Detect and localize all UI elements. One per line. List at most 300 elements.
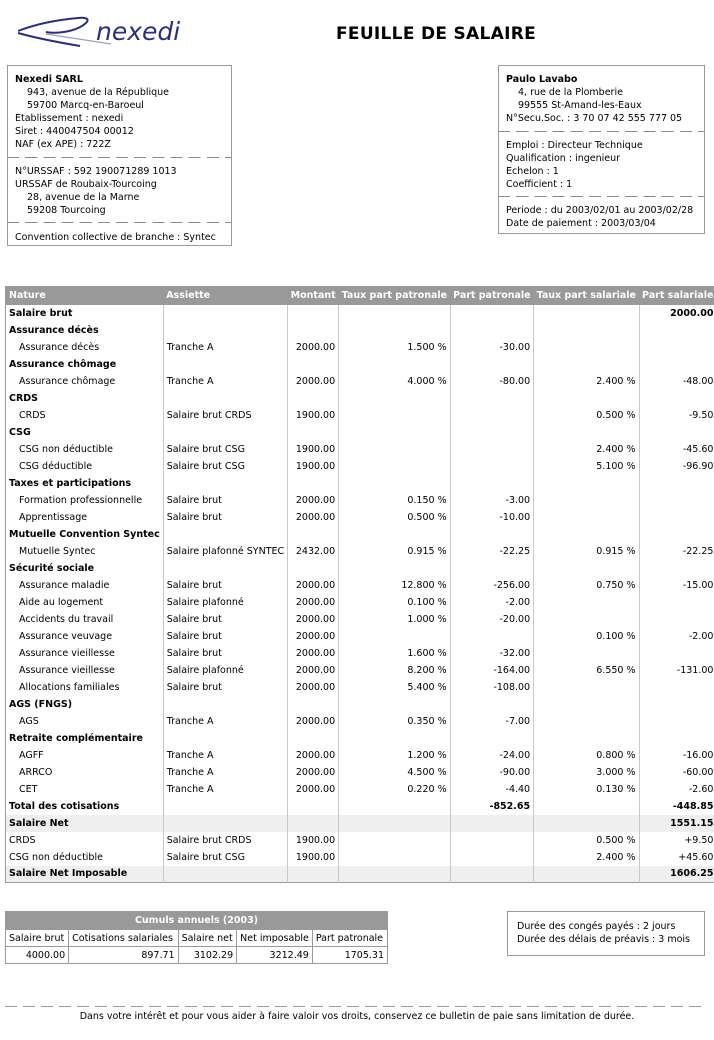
table-cell: Salaire brut CSG (163, 441, 287, 458)
table-cell: 1.000 % (339, 611, 450, 628)
table-cell: Salaire brut (9, 307, 73, 319)
table-cell: 2.400 % (534, 373, 639, 390)
table-cell (534, 679, 639, 696)
table-cell: 0.915 % (534, 543, 639, 560)
table-cell: Tranche A (163, 373, 287, 390)
table-row (6, 305, 714, 322)
table-row (6, 475, 714, 492)
table-cell: 1.600 % (339, 645, 450, 662)
cumuls-header-net-imposable: Net imposable (237, 930, 313, 947)
table-cell: Salaire brut CSG (163, 849, 287, 866)
table-cell: CSG non déductible (9, 851, 103, 863)
table-row (6, 373, 714, 390)
table-cell: CRDS (9, 834, 36, 846)
table-row (6, 458, 714, 475)
table-cell: Tranche A (163, 764, 287, 781)
table-cell (639, 696, 714, 713)
table-cell: 2000.00 (288, 781, 339, 798)
table-cell: 12.800 % (339, 577, 450, 594)
table-cell: 2000.00 (288, 645, 339, 662)
table-cell (288, 730, 339, 747)
table-cell (450, 407, 534, 424)
table-cell: Salaire brut (163, 679, 287, 696)
table-cell (339, 526, 450, 543)
table-row (6, 947, 388, 964)
table-cell: 0.750 % (534, 577, 639, 594)
table-cell (534, 798, 639, 815)
table-cell (450, 849, 534, 866)
column-header-part-patronale: Part patronale (450, 287, 534, 305)
cumuls-title: Cumuls annuels (2003) (6, 912, 388, 930)
table-cell: Tranche A (163, 781, 287, 798)
table-cell (639, 560, 714, 577)
table-cell: Assurance chômage (19, 375, 116, 387)
nexedi-logo (16, 14, 201, 50)
table-cell (450, 832, 534, 849)
employee-address-1: 4, rue de la Plomberie (518, 87, 623, 98)
table-row (6, 339, 714, 356)
table-cell: Assurance décès (9, 324, 99, 336)
table-cell (534, 509, 639, 526)
cotisations-body (6, 305, 714, 883)
table-cell (163, 526, 287, 543)
table-cell (639, 339, 714, 356)
table-cell: CRDS (9, 392, 39, 404)
cumuls-net-imposable: 3212.49 (237, 947, 313, 964)
table-cell (639, 356, 714, 373)
table-cell: Salaire plafonné (163, 662, 287, 679)
logo-swoosh-icon (16, 14, 201, 50)
table-cell (450, 696, 534, 713)
table-cell (339, 815, 450, 832)
employer-establishment: Etablissement : nexedi (15, 113, 124, 124)
table-cell (534, 339, 639, 356)
table-cell: Assurance vieillesse (19, 664, 115, 676)
table-cell: 1551.15 (639, 815, 714, 832)
table-cell: Mutuelle Convention Syntec (9, 528, 160, 540)
table-cell: 2000.00 (288, 339, 339, 356)
table-cell: -15.00 (639, 577, 714, 594)
employer-siret: Siret : 440047504 00012 (15, 126, 134, 137)
conges-box (507, 911, 705, 956)
table-cell: 0.800 % (534, 747, 639, 764)
table-cell (288, 526, 339, 543)
table-cell (534, 815, 639, 832)
table-cell: 2000.00 (288, 594, 339, 611)
table-cell (534, 696, 639, 713)
table-cell (639, 509, 714, 526)
table-cell: CET (19, 783, 38, 795)
table-cell: -131.00 (639, 662, 714, 679)
cumuls-salaire-brut: 4000.00 (25, 949, 66, 961)
table-cell: Salaire brut CRDS (163, 407, 287, 424)
table-cell: -9.50 (639, 407, 714, 424)
table-cell (288, 798, 339, 815)
table-cell: Mutuelle Syntec (19, 545, 96, 557)
cumuls-header-cotisations: Cotisations salariales (69, 930, 178, 947)
table-cell: Formation professionnelle (19, 494, 143, 506)
table-cell (534, 492, 639, 509)
table-cell: 1900.00 (288, 458, 339, 475)
employee-box (498, 65, 705, 234)
table-cell: 3.000 % (534, 764, 639, 781)
table-cell (450, 356, 534, 373)
table-cell (163, 730, 287, 747)
table-cell (339, 832, 450, 849)
table-cell (339, 475, 450, 492)
table-cell (639, 475, 714, 492)
table-row (6, 747, 714, 764)
table-row (6, 696, 714, 713)
table-cell: -22.25 (450, 543, 534, 560)
table-cell (163, 305, 287, 322)
table-cell: 2000.00 (288, 373, 339, 390)
table-cell: 0.500 % (339, 509, 450, 526)
table-cell (450, 305, 534, 322)
table-row (6, 424, 714, 441)
table-cell: 2000.00 (288, 492, 339, 509)
table-cell: -90.00 (450, 764, 534, 781)
table-cell (339, 390, 450, 407)
table-cell (339, 458, 450, 475)
footer-note: Dans votre intérêt et pour vous aider à faire valoir vos droits, conservez ce bulletin de paie sans limitation de durée. (79, 1011, 635, 1022)
table-cell: CSG (9, 426, 31, 438)
employer-naf: NAF (ex APE) : 722Z (15, 139, 111, 150)
table-cell: Salaire plafonné (163, 594, 287, 611)
table-row (6, 594, 714, 611)
table-cell: 2000.00 (288, 747, 339, 764)
table-row (6, 390, 714, 407)
table-cell (163, 322, 287, 339)
table-cell (534, 645, 639, 662)
table-cell (639, 730, 714, 747)
table-cell: -4.40 (450, 781, 534, 798)
table-cell: 5.100 % (534, 458, 639, 475)
table-cell: 5.400 % (339, 679, 450, 696)
table-cell: -60.00 (639, 764, 714, 781)
table-cell: Salaire brut (163, 628, 287, 645)
employee-emploi: Emploi : Directeur Technique (506, 140, 643, 151)
table-cell (339, 356, 450, 373)
table-cell: AGFF (19, 749, 44, 761)
convention: Convention collective de branche : Syntec (15, 232, 216, 243)
table-cell: Tranche A (163, 713, 287, 730)
table-cell: -80.00 (450, 373, 534, 390)
table-cell (534, 594, 639, 611)
table-row (6, 764, 714, 781)
table-cell: 1900.00 (288, 441, 339, 458)
table-row (6, 730, 714, 747)
table-row (6, 679, 714, 696)
table-cell: 1.200 % (339, 747, 450, 764)
table-cell: Assurance veuvage (19, 630, 113, 642)
table-cell: -16.00 (639, 747, 714, 764)
table-cell: 1900.00 (288, 407, 339, 424)
employee-periode: Periode : du 2003/02/01 au 2003/02/28 (506, 205, 694, 216)
urssaf-address-2: 59208 Tourcoing (27, 205, 106, 216)
table-cell (339, 696, 450, 713)
table-cell (534, 560, 639, 577)
table-cell: Salaire brut (163, 577, 287, 594)
table-cell: 2000.00 (288, 764, 339, 781)
table-cell (639, 594, 714, 611)
cumuls-table (5, 911, 388, 964)
table-header-row (6, 287, 714, 305)
table-cell (534, 866, 639, 883)
column-header-taux-patronale: Taux part patronale (339, 287, 450, 305)
table-cell (339, 730, 450, 747)
employee-qualification: Qualification : ingenieur (506, 153, 621, 164)
svg-text:nexedi: nexedi (96, 17, 181, 46)
cumuls-cotisations: 897.71 (69, 947, 178, 964)
table-row (6, 356, 714, 373)
table-cell: 0.100 % (339, 594, 450, 611)
table-cell: 0.915 % (339, 543, 450, 560)
table-cell (534, 424, 639, 441)
cotisations-table (5, 286, 714, 883)
table-cell: 1606.25 (639, 866, 714, 883)
table-cell (339, 628, 450, 645)
table-cell (450, 441, 534, 458)
table-cell: -45.60 (639, 441, 714, 458)
table-row (6, 611, 714, 628)
table-cell: Aide au logement (19, 596, 104, 608)
employer-address-2: 59700 Marcq-en-Baroeul (27, 100, 144, 111)
table-cell (339, 866, 450, 883)
table-cell: 0.500 % (534, 832, 639, 849)
table-cell (288, 322, 339, 339)
table-cell: Salaire brut (163, 645, 287, 662)
table-row (6, 492, 714, 509)
table-cell (163, 356, 287, 373)
table-cell: Salaire brut CSG (163, 458, 287, 475)
table-cell (163, 424, 287, 441)
table-cell (639, 390, 714, 407)
table-cell: -2.60 (639, 781, 714, 798)
table-cell: 0.150 % (339, 492, 450, 509)
employee-paiement: Date de paiement : 2003/03/04 (506, 218, 656, 229)
table-cell (339, 322, 450, 339)
cumuls-salaire-net: 3102.29 (178, 947, 237, 964)
table-cell (450, 424, 534, 441)
table-cell: -108.00 (450, 679, 534, 696)
table-cell: Assurance décès (19, 341, 100, 353)
table-cell (534, 730, 639, 747)
table-cell: 6.550 % (534, 662, 639, 679)
table-cell: 2000.00 (288, 679, 339, 696)
employer-name: Nexedi SARL (15, 74, 83, 85)
table-cell (288, 356, 339, 373)
table-cell (163, 696, 287, 713)
table-cell: 1900.00 (288, 832, 339, 849)
table-cell: -48.00 (639, 373, 714, 390)
table-cell: 2432.00 (288, 543, 339, 560)
table-cell: 1.500 % (339, 339, 450, 356)
table-cell (450, 322, 534, 339)
table-cell: -2.00 (450, 594, 534, 611)
table-row (6, 407, 714, 424)
footer-divider (5, 1006, 705, 1007)
table-cell (339, 424, 450, 441)
table-cell: AGS (19, 715, 39, 727)
table-cell (288, 696, 339, 713)
table-row (6, 526, 714, 543)
employer-address-1: 943, avenue de la République (27, 87, 170, 98)
table-cell: 2000.00 (288, 577, 339, 594)
table-row (6, 832, 714, 849)
table-cell (450, 628, 534, 645)
table-row (6, 628, 714, 645)
table-cell (163, 390, 287, 407)
table-cell (639, 526, 714, 543)
urssaf-name: URSSAF de Roubaix-Tourcoing (15, 179, 157, 190)
table-cell (450, 458, 534, 475)
table-cell (339, 560, 450, 577)
table-cell: CSG déductible (19, 460, 93, 472)
table-row (6, 849, 714, 866)
table-row (6, 577, 714, 594)
cumuls-header-part-patronale: Part patronale (312, 930, 387, 947)
table-cell (163, 475, 287, 492)
table-row (6, 662, 714, 679)
table-cell (288, 815, 339, 832)
employer-box (7, 65, 232, 246)
table-cell: Allocations familiales (19, 681, 120, 693)
table-row (6, 645, 714, 662)
table-cell: 4.500 % (339, 764, 450, 781)
table-cell (288, 390, 339, 407)
table-cell (288, 305, 339, 322)
table-cell: 0.500 % (534, 407, 639, 424)
table-cell (450, 730, 534, 747)
table-cell: Salaire brut (163, 611, 287, 628)
table-cell (288, 866, 339, 883)
column-header-part-salariale: Part salariale (639, 287, 714, 305)
table-row (6, 713, 714, 730)
table-cell (450, 866, 534, 883)
table-cell (639, 322, 714, 339)
table-cell: Assurance maladie (19, 579, 110, 591)
table-cell (450, 390, 534, 407)
table-cell: 0.130 % (534, 781, 639, 798)
table-cell (450, 560, 534, 577)
table-cell (288, 475, 339, 492)
table-row (6, 866, 714, 883)
table-cell (339, 407, 450, 424)
table-cell: AGS (FNGS) (9, 698, 73, 710)
table-cell: 2.400 % (534, 441, 639, 458)
delais-preavis: Durée des délais de préavis : 3 mois (517, 934, 690, 945)
table-cell: 2000.00 (288, 611, 339, 628)
table-cell: Salaire plafonné SYNTEC (163, 543, 287, 560)
urssaf-address-1: 28, avenue de la Marne (27, 192, 140, 203)
table-cell: -30.00 (450, 339, 534, 356)
table-cell (639, 424, 714, 441)
table-row (6, 509, 714, 526)
table-cell: CSG non déductible (19, 443, 113, 455)
table-cell (339, 305, 450, 322)
table-cell (639, 492, 714, 509)
table-cell (163, 560, 287, 577)
table-cell: Total des cotisations (9, 800, 120, 812)
table-cell: 2000.00 (288, 509, 339, 526)
table-cell: -2.00 (639, 628, 714, 645)
table-cell (339, 798, 450, 815)
table-cell (639, 611, 714, 628)
table-cell (534, 713, 639, 730)
table-cell: 0.100 % (534, 628, 639, 645)
table-cell: Salaire Net Imposable (6, 866, 164, 883)
table-cell: 0.220 % (339, 781, 450, 798)
table-row (6, 322, 714, 339)
cumuls-part-patronale: 1705.31 (312, 947, 387, 964)
table-cell: Tranche A (163, 747, 287, 764)
table-cell (534, 475, 639, 492)
table-cell: -3.00 (450, 492, 534, 509)
table-cell (534, 322, 639, 339)
employee-echelon: Echelon : 1 (506, 166, 559, 177)
table-cell: Accidents du travail (19, 613, 114, 625)
column-header-nature: Nature (6, 287, 164, 305)
column-header-taux-salariale: Taux part salariale (534, 287, 639, 305)
table-cell: -448.85 (639, 798, 714, 815)
table-cell: -32.00 (450, 645, 534, 662)
table-cell: 2000.00 (288, 628, 339, 645)
table-row (6, 798, 714, 815)
table-cell: -24.00 (450, 747, 534, 764)
table-cell (163, 815, 287, 832)
table-cell (450, 815, 534, 832)
table-cell (450, 475, 534, 492)
cumuls-header-salaire-net: Salaire net (178, 930, 237, 947)
employee-coefficient: Coefficient : 1 (506, 179, 573, 190)
table-cell (534, 356, 639, 373)
table-row (6, 543, 714, 560)
table-cell: 2.400 % (534, 849, 639, 866)
table-cell: Tranche A (163, 339, 287, 356)
table-cell: Salaire brut (163, 492, 287, 509)
cumuls-header-salaire-brut: Salaire brut (6, 930, 69, 947)
table-cell: 1900.00 (288, 849, 339, 866)
table-cell (163, 866, 287, 883)
table-cell: CRDS (19, 409, 46, 421)
table-row (6, 815, 714, 832)
table-row (6, 560, 714, 577)
employee-secu: N°Secu.Soc. : 3 70 07 42 555 777 05 (506, 113, 683, 124)
employee-address-2: 99555 St-Amand-les-Eaux (518, 100, 642, 111)
table-cell (534, 611, 639, 628)
table-cell: -164.00 (450, 662, 534, 679)
table-cell: +45.60 (639, 849, 714, 866)
table-cell: -96.90 (639, 458, 714, 475)
table-cell: Sécurité sociale (9, 562, 95, 574)
table-cell: -7.00 (450, 713, 534, 730)
table-cell (450, 526, 534, 543)
table-cell: ARRCO (19, 766, 53, 778)
table-cell: 0.350 % (339, 713, 450, 730)
table-cell: Salaire brut (163, 509, 287, 526)
table-cell (534, 305, 639, 322)
table-cell (534, 526, 639, 543)
table-cell: 2000.00 (639, 305, 714, 322)
table-cell (534, 390, 639, 407)
urssaf-number: N°URSSAF : 592 190071289 1013 (15, 166, 177, 177)
table-cell: -852.65 (450, 798, 534, 815)
table-cell: Taxes et participations (9, 477, 132, 489)
table-cell: -256.00 (450, 577, 534, 594)
table-row (6, 441, 714, 458)
table-cell: 2000.00 (288, 713, 339, 730)
